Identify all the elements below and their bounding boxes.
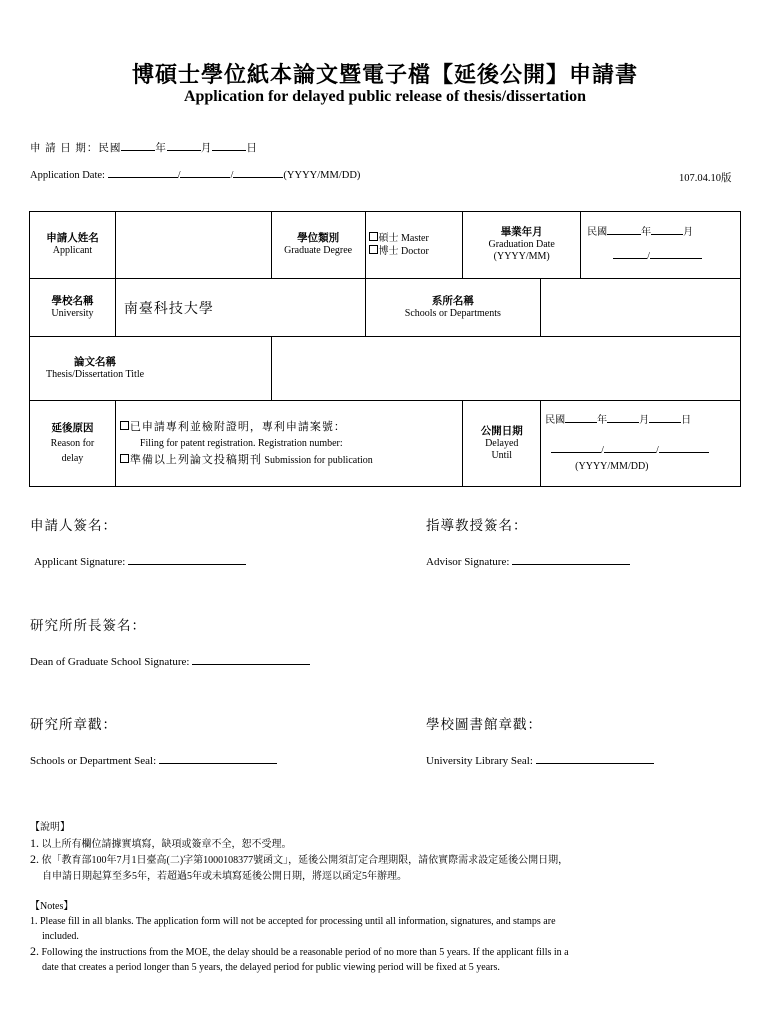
university-name-value: 南臺科技大學	[115, 279, 365, 337]
day-blank[interactable]	[212, 149, 246, 151]
version-label: 107.04.10版	[679, 173, 732, 184]
notes-zh-item-1	[30, 836, 292, 852]
dept-seal-label-en: Schools or Department Seal:	[30, 755, 157, 767]
grad-year-blank[interactable]	[607, 233, 641, 235]
open-date-label-en: Delayed	[485, 437, 519, 449]
doctor-checkbox[interactable]	[369, 245, 378, 254]
reason-label-cell	[30, 401, 116, 487]
library-seal	[426, 755, 654, 767]
yyyy-blank[interactable]	[108, 176, 178, 178]
page-title-en: Application for delayed public release of thesis/dissertation	[183, 88, 587, 105]
year-blank[interactable]	[121, 149, 155, 151]
open-sep: /	[601, 444, 604, 456]
thesis-label-en: Thesis/Dissertation Title	[45, 368, 145, 380]
grad-month-blank[interactable]	[651, 233, 683, 235]
applicant-signature-label-zh: 申請人簽名：	[30, 518, 117, 533]
advisor-signature	[426, 556, 630, 568]
grad-date-format: (YYYY/MM)	[493, 251, 550, 262]
reason-label-en: Reason for	[50, 438, 95, 449]
note-text: Please fill in all blanks. The application form will not be accepted for processing until all information, signatures, and stamps are	[40, 916, 556, 927]
month-blank[interactable]	[167, 149, 201, 151]
page-title-zh: 博碩士學位紙本論文暨電子檔【延後公開】申請書	[131, 62, 638, 87]
publication-label-zh: 準備以上列論文投稿期刊	[129, 453, 262, 466]
apply-date-en-label: Application Date:	[30, 170, 105, 181]
notes-zh-heading: 【說明】	[30, 822, 70, 833]
open-sep: /	[655, 444, 659, 456]
open-day-label: 日	[681, 414, 692, 426]
reason-options-cell	[115, 401, 462, 487]
degree-label-cell	[271, 212, 365, 279]
dept-seal	[30, 755, 277, 767]
open-month-blank[interactable]	[607, 421, 639, 423]
notes-en-item-2	[30, 944, 569, 960]
open-month-label: 月	[639, 414, 650, 426]
grad-year-label: 年	[641, 227, 652, 238]
notes-en-item-2-cont: date that creates a period longer than 5 years, the delayed period for public viewing period will be fixed at 5 years.	[42, 962, 500, 973]
dept-seal-label-zh: 研究所章戳：	[30, 717, 117, 732]
publication-checkbox[interactable]	[120, 454, 129, 463]
open-date-label-cell	[463, 401, 541, 487]
sep: /	[177, 170, 181, 181]
grad-date-label-zh: 畢業年月	[500, 227, 543, 238]
notes-en-item-1-cont: included.	[42, 931, 79, 942]
note-text: Following the instructions from the MOE, the delay should be a reasonable period of no more than 5 years. If the applicant fills in a	[41, 947, 569, 958]
advisor-signature-label-en: Advisor Signature:	[426, 556, 510, 568]
grad-sep: /	[647, 251, 650, 262]
open-year-blank[interactable]	[565, 421, 597, 423]
note-text: 依「教育部100年7月1日臺高(二)字第1000108377號函文」，延後公開須訂定合理期限，請依實際需求設定延後公開日期，	[41, 855, 569, 866]
publication-label-en: Submission for publication	[264, 454, 373, 466]
advisor-signature-label-zh: 指導教授簽名：	[426, 518, 528, 533]
patent-checkbox[interactable]	[120, 421, 129, 430]
applicant-signature-line[interactable]	[128, 563, 246, 565]
dean-signature	[30, 656, 310, 668]
note-number: 2.	[30, 944, 39, 958]
applicant-label-cell	[30, 212, 116, 279]
open-year-label: 年	[597, 414, 608, 426]
applicant-label-en: Applicant	[52, 245, 93, 256]
thesis-label-zh: 論文名稱	[74, 356, 116, 368]
notes-en-heading: 【Notes】	[30, 901, 74, 912]
dd-blank[interactable]	[233, 176, 283, 178]
library-seal-label-en: University Library Seal:	[426, 755, 533, 767]
master-label: 碩士 Master	[378, 233, 429, 244]
degree-label-zh: 學位類別	[297, 233, 340, 244]
library-seal-line[interactable]	[536, 762, 654, 764]
open-yyyy-blank[interactable]	[551, 451, 601, 453]
applicant-signature	[34, 556, 246, 568]
year-label: 年	[155, 143, 167, 154]
dean-signature-label-en: Dean of Graduate School Signature:	[30, 656, 190, 668]
reason-label-en2: delay	[61, 453, 84, 464]
mm-blank[interactable]	[180, 176, 230, 178]
department-label-en: Schools or Departments	[404, 307, 501, 319]
master-option[interactable]	[369, 232, 463, 245]
dept-seal-line[interactable]	[159, 762, 277, 764]
thesis-title-field[interactable]	[271, 337, 740, 401]
doctor-label: 博士 Doctor	[378, 246, 429, 257]
notes-en-item-1	[30, 914, 556, 929]
apply-date-en	[30, 170, 360, 181]
dean-signature-line[interactable]	[192, 663, 310, 665]
degree-label-en: Graduate Degree	[284, 245, 353, 256]
open-date-field[interactable]	[541, 401, 741, 487]
open-mm-blank[interactable]	[604, 451, 656, 453]
patent-label-zh: 已申請專利並檢附證明，專利申請案號：	[129, 420, 346, 433]
grad-date-label-en: Graduation Date	[488, 239, 555, 250]
thesis-label-cell	[30, 337, 272, 401]
note-text: 以上所有欄位請據實填寫，缺項或簽章不全，恕不受理。	[41, 839, 292, 850]
advisor-signature-line[interactable]	[512, 563, 630, 565]
note-number: 1.	[30, 916, 38, 927]
grad-date-field[interactable]	[581, 212, 741, 279]
department-label-zh: 系所名稱	[431, 295, 474, 307]
notes-zh-item-2-cont: 自申請日期起算至多5年，若超過5年或未填寫延後公開日期，將逕以函定5年辦理。	[42, 871, 407, 882]
reason-label-zh: 延後原因	[51, 423, 94, 434]
month-label: 月	[200, 143, 213, 154]
grad-mm-blank[interactable]	[650, 257, 702, 259]
open-date-label-en2: Until	[491, 449, 513, 461]
open-date-label-zh: 公開日期	[480, 425, 523, 437]
applicant-signature-label-en: Applicant Signature:	[34, 556, 126, 568]
grad-date-label-cell	[463, 212, 581, 279]
department-label-cell	[365, 279, 541, 337]
department-field[interactable]	[541, 279, 741, 337]
reason-publication-option[interactable]	[120, 452, 462, 469]
grad-month-label: 月	[683, 227, 694, 238]
degree-options-cell	[365, 212, 463, 279]
open-dd-blank[interactable]	[659, 451, 709, 453]
note-number: 1.	[30, 836, 39, 850]
applicant-name-field[interactable]	[115, 212, 271, 279]
apply-date-zh	[30, 140, 258, 155]
application-form-table	[29, 211, 741, 487]
grad-yyyy-blank[interactable]	[613, 257, 647, 259]
grad-roc-label: 民國	[587, 227, 608, 238]
patent-label-en: Filing for patent registration. Registration number:	[139, 437, 343, 449]
reason-patent-option[interactable]	[120, 419, 462, 436]
sep: /	[230, 170, 234, 181]
dean-signature-label-zh: 研究所所長簽名：	[30, 618, 146, 633]
university-label-cell	[30, 279, 116, 337]
applicant-label-zh: 申請人姓名	[46, 233, 99, 244]
open-day-blank[interactable]	[649, 421, 681, 423]
apply-date-zh-label: 申 請 日 期：民國	[30, 143, 122, 154]
university-label-zh: 學校名稱	[51, 295, 94, 307]
library-seal-label-zh: 學校圖書館章戳：	[426, 717, 542, 732]
date-format: (YYYY/MM/DD)	[283, 170, 361, 181]
note-number: 2.	[30, 852, 39, 866]
university-label-en: University	[51, 307, 94, 319]
open-roc-label: 民國	[545, 414, 566, 426]
doctor-option[interactable]	[369, 245, 463, 258]
master-checkbox[interactable]	[369, 232, 378, 241]
day-label: 日	[246, 143, 258, 154]
open-date-format: (YYYY/MM/DD)	[575, 460, 649, 472]
notes-zh-item-2	[30, 852, 568, 868]
